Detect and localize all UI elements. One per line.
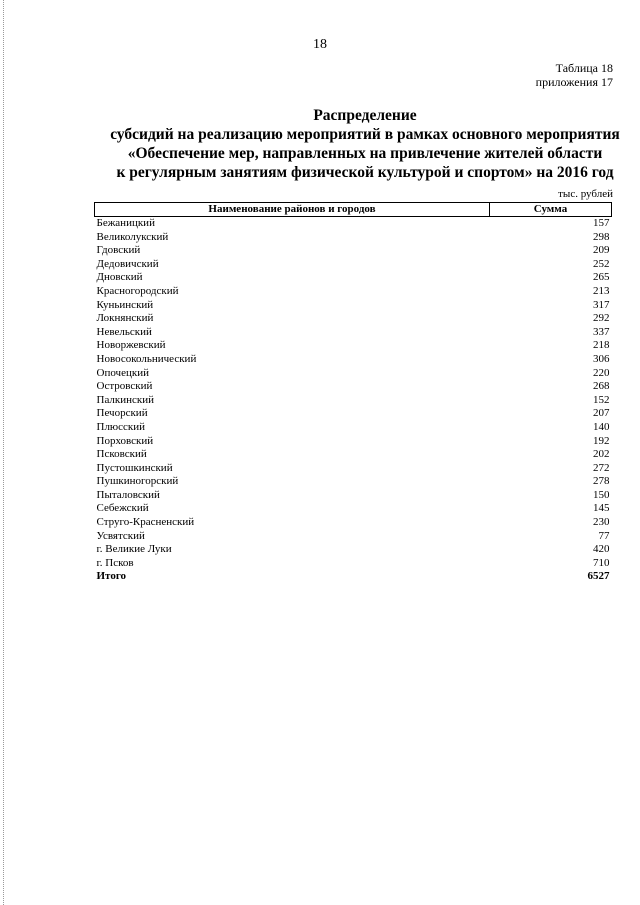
district-sum: 145 — [593, 502, 610, 515]
total-label: Итого — [96, 570, 127, 583]
district-sum: 420 — [593, 543, 610, 556]
district-sum: 317 — [593, 298, 610, 311]
table-row — [95, 353, 612, 367]
district-sum: 202 — [593, 448, 610, 461]
title-line-2: субсидий на реализацию мероприятий в рамках основного мероприятия — [110, 126, 620, 143]
district-name: Пустошкинский — [96, 461, 173, 474]
district-name: Пыталовский — [96, 488, 160, 501]
table-row — [95, 299, 612, 313]
units-label: тыс. рублей — [558, 188, 613, 200]
header-sum: Сумма — [490, 203, 612, 217]
district-name: Великолукский — [96, 230, 169, 243]
district-sum: 157 — [593, 217, 610, 229]
district-name: Струго-Красненский — [96, 516, 195, 529]
table-row — [95, 543, 612, 557]
district-name: Палкинский — [96, 393, 155, 406]
total-row — [95, 570, 612, 584]
district-sum: 218 — [593, 339, 610, 352]
district-sum: 306 — [593, 352, 610, 365]
table-reference-line-2: приложения 17 — [535, 75, 613, 89]
district-name: Плюсский — [96, 420, 146, 433]
table-row — [95, 271, 612, 285]
district-sum: 298 — [593, 230, 610, 243]
district-name: Невельский — [96, 325, 152, 338]
table-row — [95, 462, 612, 476]
district-sum: 213 — [593, 284, 610, 297]
district-name: Пушкиногорский — [96, 475, 179, 488]
district-sum: 252 — [593, 257, 610, 270]
table-row — [95, 326, 612, 340]
district-sum: 337 — [593, 325, 610, 338]
table-row — [95, 217, 612, 231]
district-name: Порховский — [96, 434, 154, 447]
table-row — [95, 448, 612, 462]
district-sum: 207 — [593, 407, 610, 420]
table-row — [95, 380, 612, 394]
district-name: Куньинский — [96, 298, 154, 311]
table-row — [95, 407, 612, 421]
district-name: Новоржевский — [96, 339, 166, 352]
district-name: Усвятский — [96, 529, 145, 542]
district-sum: 710 — [593, 556, 610, 569]
district-sum: 140 — [593, 420, 610, 433]
title-line-3: «Обеспечение мер, направленных на привлечение жителей области — [127, 145, 603, 162]
district-name: Псковский — [96, 448, 147, 461]
district-name: Бежаницкий — [96, 217, 155, 229]
district-sum: 77 — [598, 529, 610, 542]
table-header-row — [95, 203, 612, 217]
district-sum: 152 — [593, 393, 610, 406]
table-row — [95, 394, 612, 408]
district-name: Новосокольнический — [96, 352, 197, 365]
district-sum: 192 — [593, 434, 610, 447]
district-name: Локнянский — [96, 312, 154, 325]
total-sum: 6527 — [587, 570, 610, 583]
header-name: Наименование районов и городов — [95, 203, 490, 217]
table-row — [95, 258, 612, 272]
table-row — [95, 312, 612, 326]
district-name: г. Псков — [96, 556, 134, 569]
subsidy-table — [94, 202, 612, 584]
district-name: Опочецкий — [96, 366, 149, 379]
district-name: Островский — [96, 380, 153, 393]
district-name: г. Великие Луки — [96, 543, 172, 556]
table-row — [95, 367, 612, 381]
district-name: Гдовский — [96, 244, 141, 257]
district-name: Дедовичский — [96, 257, 159, 270]
district-sum: 220 — [593, 366, 610, 379]
district-sum: 268 — [593, 380, 610, 393]
table-row — [95, 530, 612, 544]
district-sum: 265 — [593, 271, 610, 284]
table-row — [95, 285, 612, 299]
table-row — [95, 421, 612, 435]
district-name: Себежский — [96, 502, 149, 515]
district-sum: 150 — [593, 488, 610, 501]
table-row — [95, 339, 612, 353]
table-row — [95, 489, 612, 503]
table-row — [95, 244, 612, 258]
district-name: Печорский — [96, 407, 148, 420]
table-row — [95, 231, 612, 245]
table-row — [95, 475, 612, 489]
district-name: Красногородский — [96, 284, 179, 297]
district-sum: 230 — [593, 516, 610, 529]
table-body — [95, 217, 612, 585]
district-name: Дновский — [96, 271, 143, 284]
title-line-4: к регулярным занятиям физической культурой и спортом» на 2016 год — [116, 164, 614, 181]
table-reference-line-1: Таблица 18 — [555, 61, 613, 75]
district-sum: 272 — [593, 461, 610, 474]
title-line-1: Распределение — [313, 107, 417, 124]
page-number: 18 — [313, 37, 327, 52]
table-row — [95, 502, 612, 516]
document-title — [0, 106, 640, 182]
district-sum: 278 — [593, 475, 610, 488]
table-row — [95, 557, 612, 571]
table-row — [95, 516, 612, 530]
district-sum: 209 — [593, 244, 610, 257]
table-reference — [536, 61, 613, 89]
district-sum: 292 — [593, 312, 610, 325]
table-row — [95, 435, 612, 449]
